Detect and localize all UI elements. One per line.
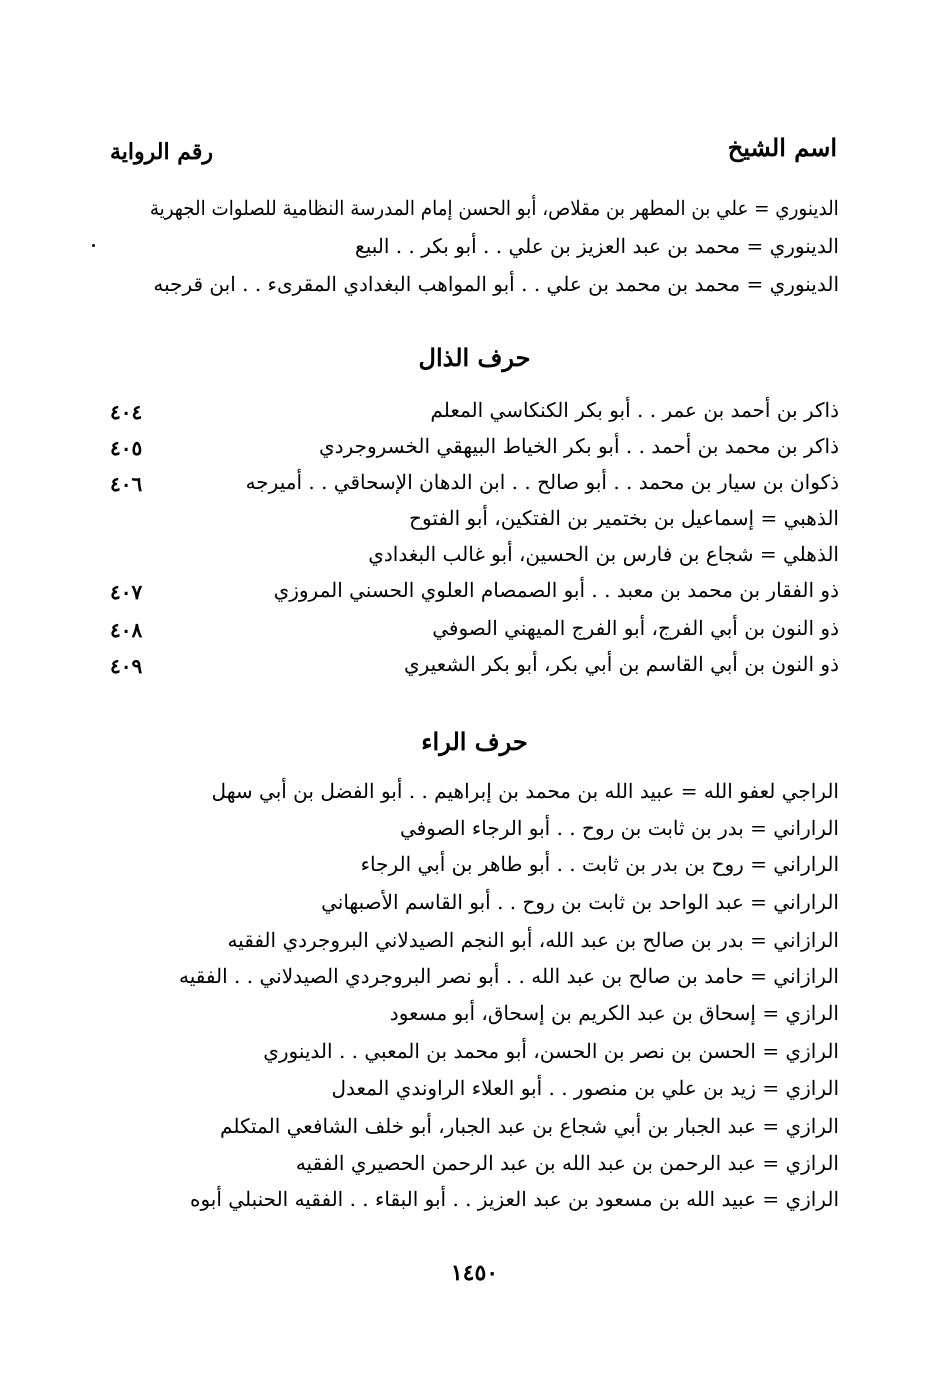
section-title-dhal: حرف الذال [418,343,531,372]
entry-line: ذو النون بن أبي الفرج، أبو الفرج الميهني الصوفي [432,616,839,640]
entry-line: الرازي = زيد بن علي بن منصور . . أبو العلاء الراوندي المعدل [331,1076,839,1100]
entry-line: الرازي = إسحاق بن عبد الكريم بن إسحاق، أبو مسعود [389,1001,839,1025]
entry-line: الراراني = عبد الواحد بن ثابت بن روح . . أبو القاسم الأصبهاني [321,890,839,914]
entry-line: الرازاني = حامد بن صالح بن عبد الله . . أبو نصر البروجردي الصيدلاني . . الفقيه [179,964,839,988]
entry-line: الرازي = الحسن بن نصر بن الحسن، أبو محمد بن المعبي . . الدينوري [263,1039,839,1063]
entry-line: الرازي = عبد الرحمن بن عبد الله بن عبد الرحمن الحصيري الفقيه [295,1151,839,1175]
stray-mark [92,244,95,247]
entry-line: الرازي = عبيد الله بن مسعود بن عبد العزيز . . أبو البقاء . . الفقيه الحنبلي أبوه [190,1187,839,1211]
entry-line: الدينوري = محمد بن عبد العزيز بن علي . . أبو بكر . . البيع [355,234,839,258]
entry-line: ذكوان بن سيار بن محمد . . أبو صالح . . ابن الدهان الإسحاقي . . أميرجه [245,470,839,494]
entry-number: ٤٠٤ [110,400,143,424]
entry-line: الراراني = روح بن بدر بن ثابت . . أبو طاهر بن أبي الرجاء [360,852,839,876]
column-header-sheikh-name: اسم الشيخ [727,133,837,162]
entry-line: الرازي = عبد الجبار بن أبي شجاع بن عبد الجبار، أبو خلف الشافعي المتكلم [220,1114,839,1138]
entry-line: الدينوري = علي بن المطهر بن مقلاص، أبو الحسن إمام المدرسة النظامية للصلوات الجهرية [150,196,839,220]
entry-number: ٤٠٩ [110,654,143,678]
entry-line: الذهلي = شجاع بن فارس بن الحسين، أبو غالب البغدادي [368,542,839,566]
entry-line: الراراني = بدر بن ثابت بن روح . . أبو الرجاء الصوفي [399,816,839,840]
entry-number: ٤٠٦ [110,472,143,496]
entry-number: ٤٠٨ [110,618,143,642]
entry-line: الدينوري = محمد بن محمد بن علي . . أبو المواهب البغدادي المقرىء . . ابن قرجبه [153,272,839,296]
entry-number: ٤٠٥ [110,436,143,460]
entry-number: ٤٠٧ [110,580,143,604]
entry-line: الذهبي = إسماعيل بن بختمير بن الفتكين، أبو الفتوح [409,506,839,530]
entry-line: ذو الفقار بن محمد بن معبد . . أبو الصمصام العلوي الحسني المروزي [273,578,839,602]
entry-line: الراجي لعفو الله = عبيد الله بن محمد بن إبراهيم . . أبو الفضل بن أبي سهل [211,779,839,803]
entry-line: ذو النون بن أبي القاسم بن أبي بكر، أبو بكر الشعيري [403,652,839,676]
entry-line: ذاكر بن أحمد بن عمر . . أبو بكر الكنكاسي المعلم [430,398,839,422]
section-title-ra: حرف الراء [421,727,528,756]
column-header-narration-number: رقم الرواية [110,139,214,165]
entry-line: الرازاني = بدر بن صالح بن عبد الله، أبو النجم الصيدلاني البروجردي الفقيه [227,928,839,952]
entry-line: ذاكر بن محمد بن أحمد . . أبو بكر الخياط البيهقي الخسروجردي [319,434,839,458]
page-number: ١٤٥٠ [450,1260,499,1286]
